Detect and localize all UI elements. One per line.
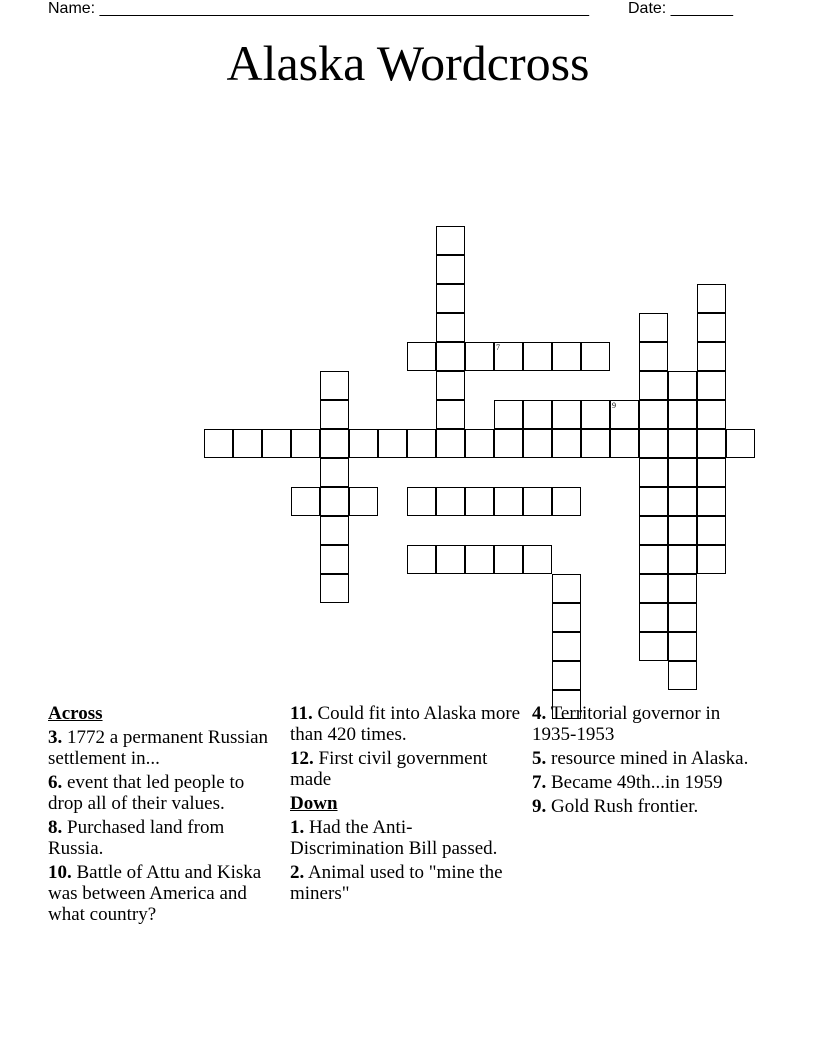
- grid-cell[interactable]: [668, 632, 697, 661]
- grid-cell[interactable]: [204, 429, 233, 458]
- grid-cell[interactable]: [697, 342, 726, 371]
- grid-cell[interactable]: [436, 400, 465, 429]
- grid-cell[interactable]: [320, 545, 349, 574]
- grid-cell[interactable]: [320, 574, 349, 603]
- clue-text: Gold Rush frontier.: [546, 796, 699, 817]
- down-heading: Down: [290, 793, 338, 814]
- clue-number: 11.: [290, 703, 313, 724]
- grid-cell[interactable]: [436, 313, 465, 342]
- grid-cell[interactable]: [494, 545, 523, 574]
- grid-cell[interactable]: [668, 574, 697, 603]
- grid-cell[interactable]: [668, 545, 697, 574]
- grid-cell[interactable]: [436, 545, 465, 574]
- grid-cell[interactable]: [697, 516, 726, 545]
- grid-cell[interactable]: [697, 429, 726, 458]
- clue-text: Animal used to "mine the miners": [290, 862, 503, 904]
- clue-number: 6.: [48, 772, 63, 793]
- grid-cell[interactable]: [581, 342, 610, 371]
- grid-cell[interactable]: [552, 487, 581, 516]
- clue-number: 10.: [48, 862, 72, 883]
- grid-cell[interactable]: [523, 342, 552, 371]
- grid-cell[interactable]: [523, 487, 552, 516]
- across-heading: Across: [48, 703, 103, 724]
- grid-cell[interactable]: [552, 661, 581, 690]
- grid-cell[interactable]: [668, 371, 697, 400]
- clues-column-1: [48, 703, 280, 928]
- grid-cell[interactable]: [552, 429, 581, 458]
- clue-text: resource mined in Alaska.: [546, 748, 749, 769]
- grid-cell[interactable]: [581, 429, 610, 458]
- clue-number: 8.: [48, 817, 63, 838]
- grid-cell[interactable]: [407, 429, 436, 458]
- grid-cell[interactable]: [523, 400, 552, 429]
- name-field-label[interactable]: Name: _______________________________________________________: [48, 0, 589, 17]
- clue-across-6: [48, 772, 280, 814]
- grid-cell[interactable]: [465, 342, 494, 371]
- grid-cell[interactable]: [697, 371, 726, 400]
- grid-cell[interactable]: [639, 400, 668, 429]
- grid-cell[interactable]: [436, 487, 465, 516]
- grid-cell[interactable]: [639, 342, 668, 371]
- grid-cell[interactable]: [639, 458, 668, 487]
- grid-cell[interactable]: [436, 371, 465, 400]
- clue-number: 7.: [532, 772, 547, 793]
- clue-across-11: [290, 703, 522, 745]
- grid-cell[interactable]: [668, 400, 697, 429]
- grid-cell[interactable]: [523, 429, 552, 458]
- grid-cell[interactable]: [697, 400, 726, 429]
- clue-number: 2.: [290, 862, 305, 883]
- clue-text: First civil government made: [290, 748, 488, 790]
- clue-across-8: [48, 817, 280, 859]
- clue-text: Became 49th...in 1959: [546, 772, 723, 793]
- clue-number: 1.: [290, 817, 305, 838]
- grid-cell[interactable]: [378, 429, 407, 458]
- grid-cell[interactable]: [291, 429, 320, 458]
- clue-text: event that led people to drop all of their values.: [48, 772, 245, 814]
- clue-down-1: [290, 817, 522, 859]
- grid-cell[interactable]: [552, 574, 581, 603]
- grid-cell[interactable]: [436, 429, 465, 458]
- grid-cell[interactable]: [639, 313, 668, 342]
- grid-cell[interactable]: [320, 487, 349, 516]
- grid-cell[interactable]: [668, 516, 697, 545]
- grid-cell[interactable]: [494, 487, 523, 516]
- grid-cell[interactable]: [262, 429, 291, 458]
- clue-down-4: [532, 703, 764, 745]
- grid-cell[interactable]: [639, 574, 668, 603]
- clue-number-label: 9: [612, 401, 616, 410]
- clue-down-9: [532, 796, 764, 817]
- clue-number: 4.: [532, 703, 547, 724]
- clues-column-2: [290, 703, 522, 907]
- grid-cell[interactable]: [494, 429, 523, 458]
- grid-cell[interactable]: [407, 487, 436, 516]
- grid-cell[interactable]: [639, 487, 668, 516]
- grid-cell[interactable]: [610, 400, 639, 429]
- grid-cell[interactable]: [320, 371, 349, 400]
- grid-cell[interactable]: [639, 371, 668, 400]
- clue-number: 5.: [532, 748, 547, 769]
- grid-cell[interactable]: [233, 429, 262, 458]
- clue-number: 12.: [290, 748, 314, 769]
- grid-cell[interactable]: [465, 545, 494, 574]
- grid-cell[interactable]: [668, 487, 697, 516]
- clue-across-12: [290, 748, 522, 790]
- clue-number: 9.: [532, 796, 547, 817]
- page-title: Alaska Wordcross: [226, 35, 590, 91]
- clue-across-10: [48, 862, 280, 925]
- grid-cell[interactable]: [494, 400, 523, 429]
- grid-cell[interactable]: [436, 226, 465, 255]
- grid-cell[interactable]: [494, 342, 523, 371]
- date-field-label[interactable]: Date: _______: [628, 0, 733, 17]
- grid-cell[interactable]: [436, 342, 465, 371]
- grid-cell[interactable]: [610, 429, 639, 458]
- grid-cell[interactable]: [407, 545, 436, 574]
- clue-across-3: [48, 727, 280, 769]
- grid-cell[interactable]: [552, 400, 581, 429]
- clue-number: 3.: [48, 727, 63, 748]
- clue-text: Battle of Attu and Kiska was between America and what country?: [48, 862, 262, 925]
- grid-cell[interactable]: [320, 516, 349, 545]
- grid-cell[interactable]: [697, 458, 726, 487]
- grid-cell[interactable]: [639, 516, 668, 545]
- grid-cell[interactable]: [349, 487, 378, 516]
- grid-cell[interactable]: [697, 284, 726, 313]
- grid-cell[interactable]: [697, 545, 726, 574]
- grid-cell[interactable]: [639, 632, 668, 661]
- grid-cell[interactable]: [552, 603, 581, 632]
- grid-cell[interactable]: [581, 400, 610, 429]
- grid-cell[interactable]: [639, 603, 668, 632]
- grid-cell[interactable]: [668, 661, 697, 690]
- clue-text: Could fit into Alaska more than 420 times.: [290, 703, 521, 745]
- grid-cell[interactable]: [436, 255, 465, 284]
- grid-cell[interactable]: [668, 458, 697, 487]
- clue-down-5: [532, 748, 764, 769]
- grid-cell[interactable]: [320, 458, 349, 487]
- clue-number-label: 7: [496, 343, 500, 352]
- grid-cell[interactable]: [523, 545, 552, 574]
- grid-cell[interactable]: [465, 429, 494, 458]
- clue-text: Purchased land from Russia.: [48, 817, 225, 859]
- clue-down-2: [290, 862, 522, 904]
- grid-cell[interactable]: [697, 487, 726, 516]
- grid-cell[interactable]: [465, 487, 494, 516]
- grid-cell[interactable]: [552, 342, 581, 371]
- grid-cell[interactable]: [349, 429, 378, 458]
- grid-cell[interactable]: [552, 632, 581, 661]
- grid-cell[interactable]: [726, 429, 755, 458]
- grid-cell[interactable]: [668, 429, 697, 458]
- grid-cell[interactable]: [668, 603, 697, 632]
- clue-text: 1772 a permanent Russian settlement in...: [48, 727, 269, 769]
- grid-cell[interactable]: [639, 545, 668, 574]
- grid-cell[interactable]: [407, 342, 436, 371]
- clues-column-3: [532, 703, 764, 820]
- clue-text: Territorial governor in 1935-1953: [532, 703, 721, 745]
- grid-cell[interactable]: [639, 429, 668, 458]
- clue-text: Had the Anti-Discrimination Bill passed.: [290, 817, 498, 859]
- clue-down-7: [532, 772, 764, 793]
- grid-cell[interactable]: [436, 284, 465, 313]
- grid-cell[interactable]: [291, 487, 320, 516]
- grid-cell[interactable]: [320, 429, 349, 458]
- grid-cell[interactable]: [320, 400, 349, 429]
- grid-cell[interactable]: [697, 313, 726, 342]
